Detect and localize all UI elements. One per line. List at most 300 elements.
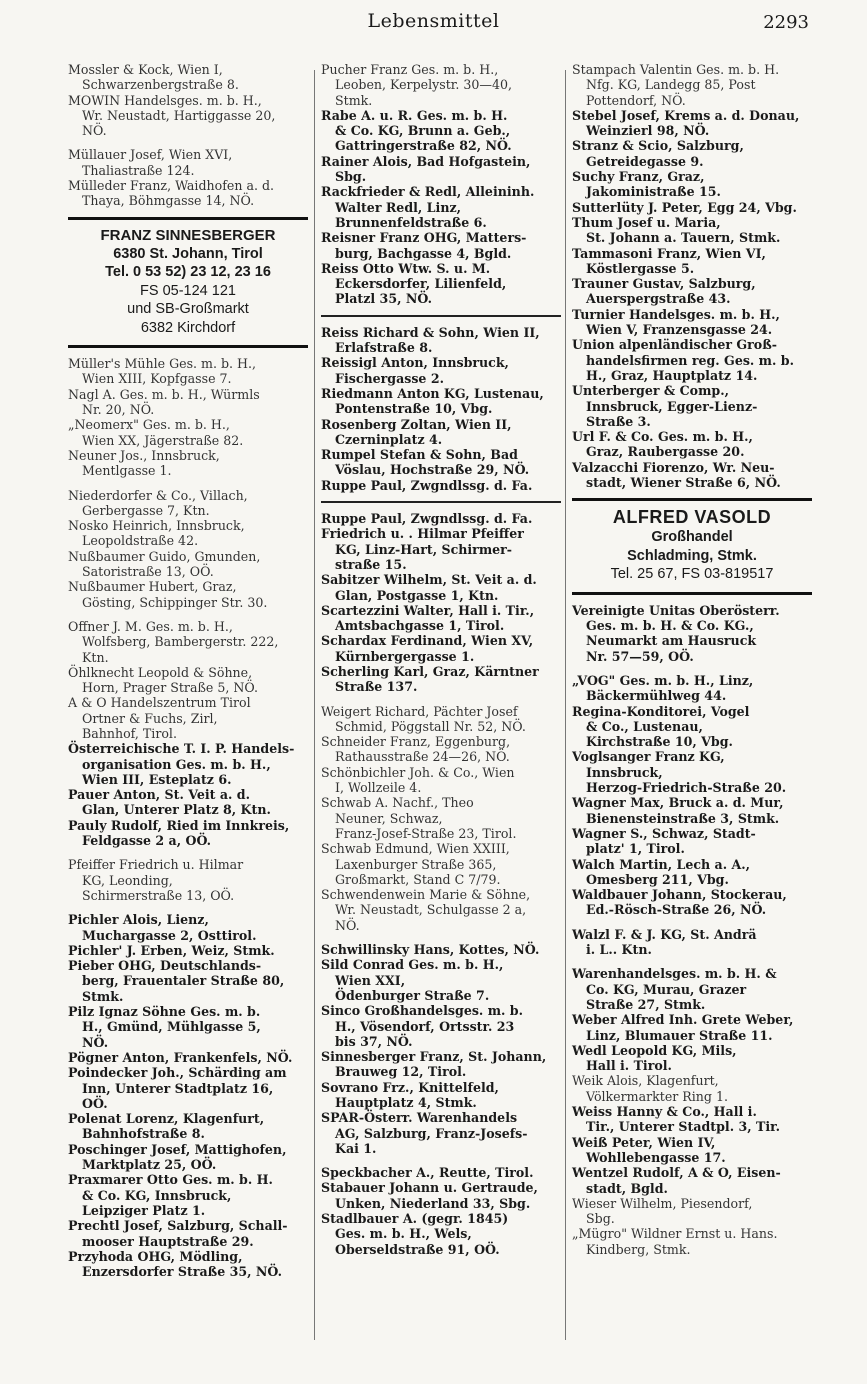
entry-name-line: Ruppe Paul, Zwgndlssg. d. Fa.	[321, 511, 533, 527]
entry-name-line: Reiss Otto Wtw. S. u. M.	[321, 260, 491, 276]
directory-entry	[68, 1249, 308, 1280]
entry-address-line: H., Graz, Hauptplatz 14.	[586, 367, 758, 383]
directory-entry	[572, 603, 812, 664]
entry-address-line: Sbg.	[335, 169, 367, 185]
directory-entry	[321, 765, 561, 796]
entry-name-line: Schwillinsky Hans, Kottes, NÖ.	[321, 942, 540, 958]
entry-address-line: Kindberg, Stmk.	[586, 1241, 691, 1257]
entry-address-line: stadt, Wiener Straße 6, NÖ.	[586, 475, 781, 491]
directory-entry	[321, 603, 561, 634]
entry-address-line: Unken, Niederland 33, Sbg.	[335, 1195, 531, 1211]
entry-name-line: Ruppe Paul, Zwgndlssg. d. Fa.	[321, 477, 533, 493]
entry-address-line: Wohllebengasse 17.	[586, 1149, 726, 1165]
directory-entry	[68, 1111, 308, 1142]
entry-name-line: Pichler' J. Erben, Weiz, Stmk.	[68, 942, 275, 958]
entry-name-line: Walch Martin, Lech a. A.,	[572, 856, 751, 872]
directory-entry	[68, 912, 308, 943]
entry-name-line: Poschinger Josef, Mattighofen,	[68, 1141, 287, 1157]
entry-address-line: Ges. m. b. H., Wels,	[335, 1226, 472, 1242]
directory-entry	[68, 1218, 308, 1249]
entry-address-line: Neumarkt am Hausruck	[586, 633, 757, 649]
entry-name-line: Schwab A. Nachf., Theo	[321, 795, 474, 811]
entry-name-line: Sovrano Frz., Knittelfeld,	[321, 1079, 499, 1095]
directory-entry	[321, 795, 561, 841]
entry-address-line: St. Johann a. Tauern, Stmk.	[586, 230, 781, 246]
directory-entry	[572, 966, 812, 1012]
entry-name-line: Pauer Anton, St. Veit a. d.	[68, 787, 250, 803]
entry-name-line: Wedl Leopold KG, Mils,	[572, 1042, 737, 1058]
entry-name-line: Scartezzini Walter, Hall i. Tir.,	[321, 602, 535, 618]
spacer	[68, 479, 308, 488]
entry-address-line: Gerbergasse 7, Ktn.	[82, 502, 210, 518]
entry-name-line: Stabauer Johann u. Gertraude,	[321, 1180, 538, 1196]
entry-address-line: Straße 27, Stmk.	[586, 996, 706, 1012]
advertisement-line: Schladming, Stmk.	[627, 547, 757, 564]
advertisement-name: ALFRED VASOLD	[612, 507, 772, 528]
directory-entry	[572, 857, 812, 888]
spacer	[572, 957, 812, 966]
entry-address-line: Franz-Josef-Straße 23, Tirol.	[335, 825, 517, 841]
entry-name-line: Neuner Jos., Innsbruck,	[68, 447, 220, 463]
entry-address-line: Walter Redl, Linz,	[335, 199, 462, 215]
entry-address-line: Gattringerstraße 82, NÖ.	[335, 138, 512, 154]
entry-address-line: Stmk.	[335, 92, 373, 108]
directory-entry	[321, 447, 561, 478]
directory-entry	[321, 230, 561, 261]
spacer	[572, 918, 812, 927]
entry-address-line: bis 37, NÖ.	[335, 1033, 413, 1049]
directory-entry	[68, 1065, 308, 1111]
entry-name-line: Speckbacher A., Reutte, Tirol.	[321, 1165, 534, 1181]
entry-name-line: Weik Alois, Klagenfurt,	[572, 1073, 719, 1089]
directory-entry	[68, 147, 308, 178]
entry-name-line: „VOG" Ges. m. b. H., Linz,	[572, 673, 754, 688]
entry-name-line: Voglsanger Franz KG,	[572, 749, 725, 765]
spacer	[321, 933, 561, 942]
entry-address-line: Erlafstraße 8.	[335, 340, 433, 356]
entry-name-line: Rumpel Stefan & Sohn, Bad	[321, 447, 518, 463]
entry-address-line: Nr. 57—59, OÖ.	[586, 648, 694, 664]
entry-name-line: Schardax Ferdinand, Wien XV,	[321, 633, 534, 649]
directory-entry	[572, 826, 812, 857]
directory-entry	[68, 178, 308, 209]
entry-address-line: Leipziger Platz 1.	[82, 1202, 206, 1218]
directory-entry	[572, 429, 812, 460]
spacer	[68, 610, 308, 619]
entry-address-line: Glan, Unterer Platz 8, Ktn.	[82, 802, 271, 818]
entry-address-line: Brunnenfeldstraße 6.	[335, 214, 487, 230]
entry-address-line: & Co. KG, Innsbruck,	[82, 1187, 232, 1203]
entry-name-line: Reissigl Anton, Innsbruck,	[321, 355, 509, 371]
entry-name-line: Weber Alfred Inh. Grete Weber,	[572, 1012, 794, 1028]
directory-entry	[68, 619, 308, 665]
advertisement-line: Großhandel	[651, 529, 733, 546]
directory-entry	[68, 488, 308, 519]
entry-address-line: KG, Leonding,	[82, 872, 173, 888]
entry-address-line: Fischergasse 2.	[335, 370, 444, 386]
entry-name-line: Wentzel Rudolf, A & O, Eisen-	[572, 1165, 781, 1181]
directory-entry	[572, 1135, 812, 1166]
entry-name-line: Vereinigte Unitas Oberösterr.	[572, 602, 780, 618]
directory-entry	[68, 518, 308, 549]
entry-name-line: Mülleder Franz, Waidhofen a. d.	[68, 178, 275, 194]
directory-entry	[572, 307, 812, 338]
directory-entry	[321, 841, 561, 887]
entry-name-line: Stadlbauer A. (gegr. 1845)	[321, 1211, 509, 1227]
directory-entry	[321, 1211, 561, 1257]
entry-address-line: Straße 137.	[335, 679, 418, 695]
entry-address-line: Großmarkt, Stand C 7/79.	[335, 871, 501, 887]
directory-entry	[68, 549, 308, 580]
directory-entry	[321, 942, 561, 957]
entry-address-line: Köstlergasse 5.	[586, 260, 695, 276]
entry-name-line: Unterberger & Comp.,	[572, 383, 729, 399]
directory-entry	[321, 526, 561, 572]
directory-entry	[321, 355, 561, 386]
entry-name-line: Scherling Karl, Graz, Kärntner	[321, 663, 539, 679]
spacer	[68, 138, 308, 147]
entry-address-line: Leoben, Kerpelystr. 30—40,	[335, 77, 513, 93]
entry-name-line: Stampach Valentin Ges. m. b. H.	[572, 62, 780, 77]
entry-address-line: Kürnbergergasse 1.	[335, 648, 475, 664]
entry-name-line: Wieser Wilhelm, Piesendorf,	[572, 1195, 753, 1211]
directory-entry	[572, 337, 812, 383]
entry-name-line: Rabe A. u. R. Ges. m. b. H.	[321, 107, 508, 123]
entry-address-line: Leopoldstraße 42.	[82, 533, 199, 549]
entry-address-line: Völkermarkter Ring 1.	[586, 1088, 728, 1104]
entry-address-line: Linz, Blumauer Straße 11.	[586, 1027, 773, 1043]
advertisement-line: Tel. 0 53 52) 23 12, 23 16	[105, 264, 271, 281]
entry-address-line: Oberseldstraße 91, OÖ.	[335, 1241, 500, 1257]
entry-address-line: OÖ.	[82, 1095, 108, 1111]
directory-entry	[321, 957, 561, 1003]
entry-address-line: Wien XX, Jägerstraße 82.	[82, 432, 244, 448]
advertisement-name: FRANZ SINNESBERGER	[100, 226, 276, 244]
entry-address-line: stadt, Bgld.	[586, 1180, 668, 1196]
directory-entry	[68, 417, 308, 448]
entry-name-line: SPAR-Österr. Warenhandels	[321, 1110, 518, 1126]
directory-entry	[572, 460, 812, 491]
directory-entry	[321, 511, 561, 526]
entry-name-line: Öhlknecht Leopold & Söhne,	[68, 664, 253, 680]
directory-entry	[68, 1004, 308, 1050]
entry-name-line: Friedrich u. . Hilmar Pfeiffer	[321, 526, 524, 542]
directory-entry	[572, 1012, 812, 1043]
entry-name-line: Riedmann Anton KG, Lustenau,	[321, 385, 544, 401]
directory-entry	[68, 958, 308, 1004]
entry-address-line: Wr. Neustadt, Schulgasse 2 a,	[335, 902, 527, 918]
directory-entry	[321, 154, 561, 185]
entry-address-line: NÖ.	[335, 917, 360, 933]
entry-address-line: NÖ.	[82, 1034, 109, 1050]
entry-name-line: Url F. & Co. Ges. m. b. H.,	[572, 429, 753, 445]
entry-name-line: Waldbauer Johann, Stockerau,	[572, 887, 787, 903]
directory-entry	[68, 695, 308, 741]
directory-entry	[68, 943, 308, 958]
entry-name-line: Reisner Franz OHG, Matters-	[321, 230, 527, 246]
entry-address-line: Graz, Raubergasse 20.	[586, 444, 745, 460]
directory-entry	[68, 1172, 308, 1218]
entry-address-line: Ödenburger Straße 7.	[335, 987, 490, 1003]
entry-name-line: Sutterlüty J. Peter, Egg 24, Vbg.	[572, 199, 797, 215]
entry-address-line: NÖ.	[82, 123, 107, 139]
entry-address-line: mooser Hauptstraße 29.	[82, 1233, 254, 1249]
entry-address-line: Schirmerstraße 13, OÖ.	[82, 887, 235, 903]
entry-address-line: Vöslau, Hochstraße 29, NÖ.	[335, 462, 530, 478]
entry-address-line: Pottendorf, NÖ.	[586, 92, 686, 108]
directory-entry	[572, 169, 812, 200]
entry-address-line: Rathausstraße 24—26, NÖ.	[335, 749, 510, 765]
entry-address-line: Omesberg 211, Vbg.	[586, 871, 729, 887]
directory-entry	[572, 1196, 812, 1227]
entry-address-line: Stmk.	[82, 988, 124, 1004]
entry-name-line: Warenhandelsges. m. b. H. &	[572, 966, 777, 982]
entry-name-line: Wagner S., Schwaz, Stadt-	[572, 825, 756, 841]
entry-name-line: Poindecker Joh., Schärding am	[68, 1065, 287, 1081]
directory-column-1	[68, 62, 308, 1279]
entry-address-line: H., Vösendorf, Ortsstr. 23	[335, 1018, 515, 1034]
entry-name-line: Union alpenländischer Groß-	[572, 337, 778, 353]
entry-name-line: Wagner Max, Bruck a. d. Mur,	[572, 795, 784, 811]
directory-entry	[572, 795, 812, 826]
directory-entry	[572, 749, 812, 795]
entry-address-line: Kirchstraße 10, Vbg.	[586, 734, 733, 750]
directory-entry	[321, 184, 561, 230]
directory-entry	[321, 664, 561, 695]
entry-name-line: Rosenberg Zoltan, Wien II,	[321, 416, 512, 432]
entry-name-line: Tammasoni Franz, Wien VI,	[572, 245, 766, 261]
directory-entry	[321, 1080, 561, 1111]
entry-name-line: Pögner Anton, Frankenfels, NÖ.	[68, 1049, 293, 1065]
entry-address-line: Inn, Unterer Stadtplatz 16,	[82, 1080, 274, 1096]
directory-entry	[321, 261, 561, 307]
entry-name-line: Stranz & Scio, Salzburg,	[572, 138, 744, 154]
advertisement-line: FS 05-124 121	[140, 282, 236, 299]
directory-entry	[321, 325, 561, 356]
entry-name-line: Sinnesberger Franz, St. Johann,	[321, 1049, 547, 1065]
directory-entry	[572, 215, 812, 246]
entry-name-line: Pauly Rudolf, Ried im Innkreis,	[68, 817, 290, 833]
entry-address-line: Thaliastraße 124.	[82, 162, 195, 178]
entry-name-line: Thum Josef u. Maria,	[572, 214, 721, 230]
entry-name-line: Mossler & Kock, Wien I,	[68, 62, 223, 77]
directory-entry	[572, 1104, 812, 1135]
entry-name-line: Stebel Josef, Krems a. d. Donau,	[572, 107, 800, 123]
directory-entry	[68, 818, 308, 849]
entry-address-line: Schmid, Pöggstall Nr. 52, NÖ.	[335, 718, 526, 734]
entry-address-line: Brauweg 12, Tirol.	[335, 1064, 467, 1080]
entry-address-line: Ortner & Fuchs, Zirl,	[82, 710, 218, 726]
entry-address-line: & Co. KG, Brunn a. Geb.,	[335, 123, 511, 139]
entry-address-line: Nr. 20, NÖ.	[82, 402, 155, 418]
directory-entry	[572, 673, 812, 704]
entry-address-line: Enzersdorfer Straße 35, NÖ.	[82, 1264, 283, 1280]
entry-address-line: platz' 1, Tirol.	[586, 841, 685, 857]
spacer	[321, 695, 561, 704]
directory-entry	[321, 1049, 561, 1080]
entry-name-line: Reiss Richard & Sohn, Wien II,	[321, 324, 540, 340]
page-number: 2293	[763, 12, 809, 33]
entry-address-line: Weinzierl 98, NÖ.	[586, 123, 710, 139]
directory-entry	[572, 62, 812, 108]
entry-name-line: Müllauer Josef, Wien XVI,	[68, 147, 233, 163]
directory-entry	[572, 383, 812, 429]
directory-entry	[321, 478, 561, 493]
directory-entry	[572, 1226, 812, 1257]
entry-name-line: MOWIN Handelsges. m. b. H.,	[68, 92, 262, 108]
entry-name-line: Schneider Franz, Eggenburg,	[321, 734, 511, 750]
entry-address-line: handelsfirmen reg. Ges. m. b.	[586, 352, 794, 368]
directory-entry	[321, 1110, 561, 1156]
directory-entry	[572, 138, 812, 169]
entry-address-line: Platzl 35, NÖ.	[335, 291, 432, 307]
spacer	[321, 1156, 561, 1165]
directory-entry	[68, 387, 308, 418]
advertisement-box	[572, 498, 812, 595]
directory-entry	[68, 741, 308, 787]
directory-entry	[321, 62, 561, 108]
section-rule	[321, 315, 561, 317]
entry-address-line: Thaya, Böhmgasse 14, NÖ.	[82, 193, 255, 209]
directory-entry	[321, 734, 561, 765]
directory-entry	[68, 1050, 308, 1065]
directory-entry	[321, 386, 561, 417]
entry-name-line: Rackfrieder & Redl, Alleininh.	[321, 184, 535, 200]
entry-name-line: Nagl A. Ges. m. b. H., Würmls	[68, 386, 260, 402]
directory-entry	[68, 356, 308, 387]
entry-address-line: Hall i. Tirol.	[586, 1058, 672, 1074]
directory-entry	[572, 1165, 812, 1196]
directory-entry	[572, 108, 812, 139]
entry-name-line: Schwendenwein Marie & Söhne,	[321, 887, 531, 903]
entry-name-line: Polenat Lorenz, Klagenfurt,	[68, 1111, 265, 1127]
directory-entry	[321, 887, 561, 933]
entry-address-line: Horn, Prager Straße 5, NÖ.	[82, 680, 258, 696]
directory-entry	[321, 1180, 561, 1211]
entry-name-line: „Mügro" Wildner Ernst u. Hans.	[572, 1226, 778, 1242]
entry-address-line: Innsbruck, Egger-Lienz-	[586, 398, 758, 414]
entry-address-line: & Co., Lustenau,	[586, 718, 703, 734]
entry-address-line: Schwarzenbergstraße 8.	[82, 77, 239, 93]
entry-name-line: Suchy Franz, Graz,	[572, 169, 705, 185]
entry-name-line: Turnier Handelsges. m. b. H.,	[572, 306, 780, 322]
directory-entry	[572, 1043, 812, 1074]
directory-entry	[572, 704, 812, 750]
directory-entry	[68, 665, 308, 696]
entry-address-line: Sbg.	[586, 1211, 615, 1227]
spacer	[68, 903, 308, 912]
entry-name-line: Offner J. M. Ges. m. b. H.,	[68, 618, 233, 634]
entry-address-line: Getreidegasse 9.	[586, 153, 704, 169]
directory-entry	[321, 108, 561, 154]
section-rule	[321, 501, 561, 503]
directory-entry	[68, 579, 308, 610]
entry-name-line: Österreichische T. I. P. Handels-	[68, 741, 295, 757]
entry-address-line: Satoristraße 13, OÖ.	[82, 564, 214, 580]
directory-entry	[321, 704, 561, 735]
entry-address-line: Co. KG, Murau, Grazer	[586, 981, 747, 997]
entry-address-line: Straße 3.	[586, 413, 651, 429]
entry-address-line: Wien III, Esteplatz 6.	[82, 771, 232, 787]
entry-address-line: Gösting, Schippinger Str. 30.	[82, 594, 268, 610]
entry-name-line: Pichler Alois, Lienz,	[68, 912, 209, 928]
entry-name-line: Regina-Konditorei, Vogel	[572, 703, 750, 719]
entry-name-line: Nosko Heinrich, Innsbruck,	[68, 518, 245, 534]
column-divider	[314, 70, 315, 1340]
entry-name-line: Sabitzer Wilhelm, St. Veit a. d.	[321, 572, 537, 588]
advertisement-line: und SB-Großmarkt	[127, 301, 249, 318]
entry-address-line: Bahnhof, Tirol.	[82, 726, 177, 741]
directory-entry	[572, 200, 812, 215]
entry-name-line: „Neomerx" Ges. m. b. H.,	[68, 417, 230, 433]
entry-address-line: Bahnhofstraße 8.	[82, 1126, 205, 1142]
entry-address-line: Ktn.	[82, 649, 109, 665]
advertisement-box	[68, 217, 308, 349]
entry-address-line: Laxenburger Straße 365,	[335, 856, 497, 872]
entry-name-line: Trauner Gustav, Salzburg,	[572, 276, 756, 292]
entry-name-line: A & O Handelszentrum Tirol	[68, 695, 251, 711]
entry-name-line: Pilz Ignaz Söhne Ges. m. b.	[68, 1004, 261, 1020]
spacer	[68, 848, 308, 857]
entry-name-line: Valzacchi Fiorenzo, Wr. Neu-	[572, 459, 775, 475]
entry-name-line: Praxmarer Otto Ges. m. b. H.	[68, 1172, 273, 1188]
entry-name-line: Pfeiffer Friedrich u. Hilmar	[68, 857, 244, 873]
directory-entry	[321, 1003, 561, 1049]
entry-address-line: I, Wollzeile 4.	[335, 780, 422, 796]
entry-name-line: Weiss Hanny & Co., Hall i.	[572, 1104, 757, 1120]
directory-column-3	[572, 62, 812, 1257]
entry-address-line: organisation Ges. m. b. H.,	[82, 756, 271, 772]
entry-address-line: KG, Linz-Hart, Schirmer-	[335, 541, 513, 557]
entry-address-line: Wien V, Franzensgasse 24.	[586, 322, 773, 338]
page-title: Lebensmittel	[367, 10, 500, 32]
directory-entry	[321, 417, 561, 448]
directory-entry	[572, 1073, 812, 1104]
directory-entry	[572, 927, 812, 958]
entry-address-line: H., Gmünd, Mühlgasse 5,	[82, 1019, 261, 1035]
entry-name-line: Müller's Mühle Ges. m. b. H.,	[68, 356, 257, 372]
entry-name-line: Nußbaumer Guido, Gmunden,	[68, 548, 261, 564]
entry-address-line: berg, Frauentaler Straße 80,	[82, 973, 285, 989]
directory-entry	[572, 276, 812, 307]
entry-address-line: Ed.-Rösch-Straße 26, NÖ.	[586, 902, 767, 918]
directory-entry	[321, 633, 561, 664]
entry-name-line: Rainer Alois, Bad Hofgastein,	[321, 153, 531, 169]
advertisement-line: 6380 St. Johann, Tirol	[113, 245, 263, 262]
entry-name-line: Walzl F. & J. KG, St. Andrä	[572, 926, 757, 942]
entry-address-line: Tir., Unterer Stadtpl. 3, Tir.	[586, 1119, 781, 1135]
entry-address-line: Wien XIII, Kopfgasse 7.	[82, 371, 232, 387]
entry-address-line: Czerninplatz 4.	[335, 431, 443, 447]
entry-address-line: Mentlgasse 1.	[82, 463, 172, 479]
advertisement-line: Tel. 25 67, FS 03-819517	[610, 566, 774, 583]
entry-address-line: burg, Bachgasse 4, Bgld.	[335, 245, 512, 261]
entry-address-line: Jakoministraße 15.	[586, 184, 721, 200]
entry-address-line: Herzog-Friedrich-Straße 20.	[586, 780, 787, 796]
directory-entry	[68, 93, 308, 139]
entry-name-line: Sinco Großhandelsges. m. b.	[321, 1003, 523, 1019]
directory-entry	[68, 448, 308, 479]
column-divider	[565, 70, 566, 1340]
entry-address-line: Bäckermühlweg 44.	[586, 688, 727, 704]
entry-address-line: Ges. m. b. H. & Co. KG.,	[586, 618, 754, 634]
entry-address-line: Marktplatz 25, OÖ.	[82, 1157, 217, 1173]
entry-name-line: Weigert Richard, Pächter Josef	[321, 703, 518, 719]
entry-name-line: Schwab Edmund, Wien XXIII,	[321, 841, 510, 857]
entry-name-line: Schönbichler Joh. & Co., Wien	[321, 764, 515, 780]
entry-address-line: i. L.. Ktn.	[586, 942, 652, 958]
entry-address-line: Nfg. KG, Landegg 85, Post	[586, 77, 756, 93]
